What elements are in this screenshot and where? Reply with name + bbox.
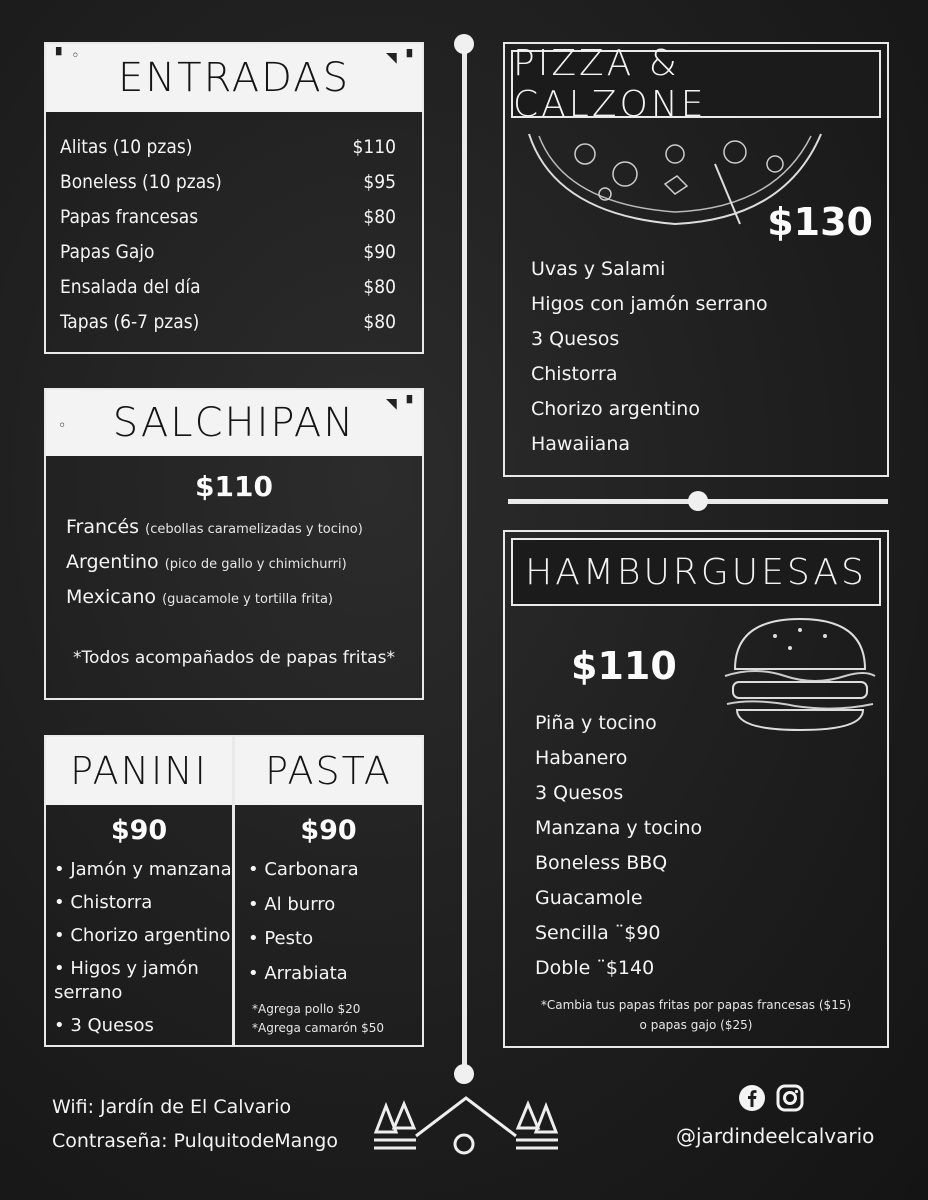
- menu-item: • Arrabiata: [248, 963, 348, 984]
- menu-item: Habanero: [535, 747, 628, 769]
- entradas-section: [44, 42, 424, 354]
- social-handle[interactable]: @jardindeelcalvario: [676, 1124, 875, 1148]
- pizza-title: PIZZA & CALZONE: [513, 43, 707, 125]
- salchipan-title: SALCHIPAN: [112, 400, 356, 446]
- menu-item: Tapas (6-7 pzas) $80: [60, 311, 396, 333]
- splatter-decoration: ◦: [58, 418, 67, 434]
- menu-item: Uvas y Salami: [531, 258, 666, 280]
- instagram-icon[interactable]: [776, 1084, 804, 1112]
- panini-pasta-section: [44, 735, 424, 1047]
- pizza-price: $130: [767, 200, 873, 244]
- pasta-price: $90: [300, 815, 357, 846]
- hamburguesas-section: [503, 530, 889, 1048]
- menu-item: Sencilla ¨$90: [535, 922, 661, 944]
- wifi-name: Wifi: Jardín de El Calvario: [52, 1096, 292, 1118]
- panini-price: $90: [110, 815, 168, 846]
- salchipan-price: $110: [195, 470, 273, 503]
- menu-item: Doble ¨$140: [535, 957, 655, 979]
- menu-item: • Chorizo argentino: [54, 925, 230, 946]
- divider-knob: [688, 491, 708, 511]
- menu-item: 3 Quesos: [531, 328, 620, 350]
- menu-item: Boneless (10 pzas) $95: [60, 171, 396, 193]
- facebook-icon[interactable]: [738, 1084, 766, 1112]
- menu-item: Mexicano (guacamole y tortilla frita): [66, 586, 334, 608]
- menu-item: Hawaiiana: [531, 433, 630, 455]
- salchipan-section: [44, 388, 424, 700]
- menu-item: Chistorra: [531, 363, 618, 385]
- entradas-header: [46, 44, 422, 112]
- menu-item: Papas Gajo $90: [60, 241, 396, 263]
- pizza-section: [503, 42, 889, 477]
- menu-item: Ensalada del día $80: [60, 276, 396, 298]
- splatter-decoration: ◥ ▝: [386, 396, 412, 412]
- menu-item: • Higos y jamón serrano: [54, 957, 222, 1005]
- salchipan-header: [46, 390, 422, 456]
- salchipan-note: *Todos acompañados de papas fritas*: [73, 648, 395, 668]
- panini-header: [46, 737, 232, 805]
- menu-item: • Carbonara: [248, 859, 359, 880]
- menu-item: Higos con jamón serrano: [531, 293, 768, 315]
- menu-item: Piña y tocino: [535, 712, 657, 734]
- pasta-header: [235, 737, 422, 805]
- splatter-decoration: ▘ ◦: [56, 48, 80, 64]
- divider-knob: [454, 34, 474, 54]
- pasta-note: *Agrega pollo $20: [252, 1002, 361, 1016]
- vertical-divider: [462, 44, 467, 1074]
- menu-item: • 3 Quesos: [54, 1015, 154, 1036]
- pasta-title: PASTA: [265, 749, 392, 793]
- hamburguesas-note: o papas gajo ($25): [639, 1018, 753, 1032]
- divider-knob: [454, 1064, 474, 1084]
- mountain-logo-icon: [366, 1092, 566, 1162]
- hamburguesas-price: $110: [571, 644, 677, 688]
- menu-item: Chorizo argentino: [531, 398, 700, 420]
- menu-item: Francés (cebollas caramelizadas y tocino): [66, 516, 363, 538]
- menu-item: Manzana y tocino: [535, 817, 703, 839]
- menu-item: • Jamón y manzana: [54, 859, 232, 880]
- entradas-title: ENTRADAS: [117, 55, 350, 101]
- menu-item: • Pesto: [248, 928, 313, 949]
- menu-item: Argentino (pico de gallo y chimichurri): [66, 551, 347, 573]
- burger-sketch-icon: [715, 614, 885, 734]
- menu-item: Alitas (10 pzas) $110: [60, 136, 396, 158]
- menu-item: Guacamole: [535, 887, 643, 909]
- menu-item: 3 Quesos: [535, 782, 624, 804]
- social-icons: [738, 1084, 804, 1112]
- wifi-password: Contraseña: PulquitodeMango: [52, 1130, 338, 1152]
- menu-item: • Al burro: [248, 894, 335, 915]
- panini-title: PANINI: [70, 749, 208, 793]
- pasta-note: *Agrega camarón $50: [252, 1021, 384, 1035]
- menu-item: • Chistorra: [54, 892, 152, 913]
- pizza-header: [511, 43, 881, 125]
- menu-item: Boneless BBQ: [535, 852, 668, 874]
- menu-item: Papas francesas $80: [60, 206, 396, 228]
- splatter-decoration: ◥ ▝: [386, 50, 412, 66]
- hamburguesas-note: *Cambia tus papas fritas por papas francesas ($15): [540, 998, 852, 1012]
- hamburguesas-header: [511, 538, 881, 606]
- hamburguesas-title: HAMBURGUESAS: [525, 551, 867, 593]
